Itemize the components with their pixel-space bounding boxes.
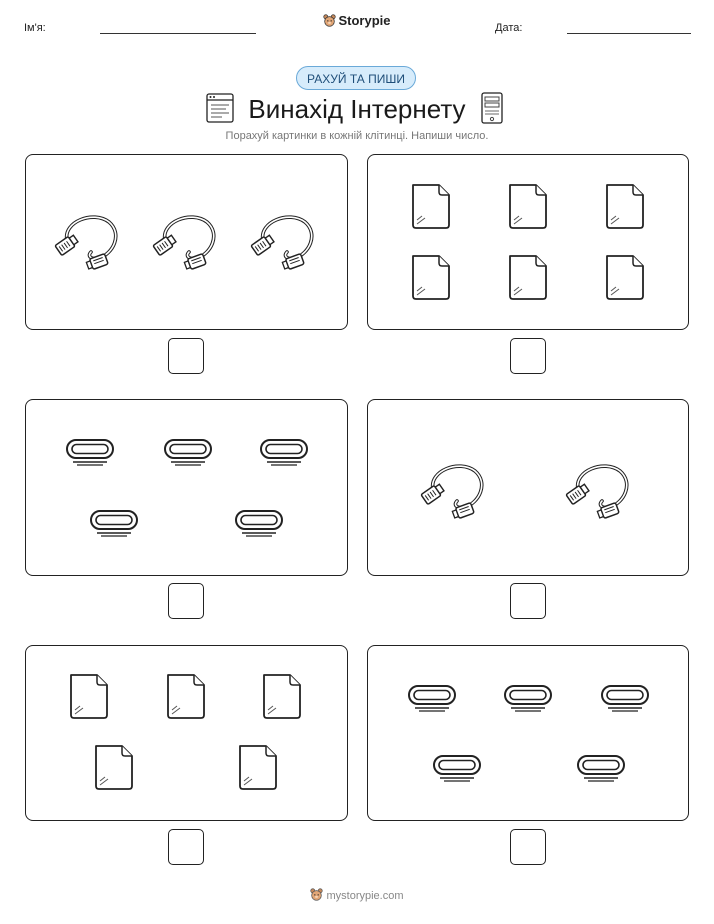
ethernet-cable-icon: [564, 457, 634, 527]
answer-box-5[interactable]: [168, 829, 204, 865]
bear-icon: [310, 888, 323, 901]
answer-box-1[interactable]: [168, 338, 204, 374]
date-label: Дата:: [495, 22, 523, 34]
date-field[interactable]: [567, 33, 691, 34]
answer-box-2[interactable]: [510, 338, 546, 374]
brand-name: Storypie: [338, 13, 391, 28]
ethernet-cable-icon: [419, 457, 489, 527]
count-panel-6: [367, 645, 689, 821]
usb-c-port-icon: [503, 683, 553, 713]
answer-box-4[interactable]: [510, 583, 546, 619]
usb-c-port-icon: [432, 753, 482, 783]
usb-c-port-icon: [600, 683, 650, 713]
document-icon: [505, 253, 549, 301]
footer: [0, 888, 714, 902]
ethernet-cable-icon: [151, 208, 221, 278]
document-icon: [91, 743, 135, 791]
count-panel-2: [367, 154, 689, 330]
usb-c-port-icon: [65, 437, 115, 467]
server-tower-icon: [480, 92, 504, 124]
count-panel-3: [25, 399, 348, 576]
page-title: Винахід Інтернету: [248, 94, 466, 124]
document-icon: [602, 182, 646, 230]
answer-box-6[interactable]: [510, 829, 546, 865]
usb-c-port-icon: [259, 437, 309, 467]
document-icon: [235, 743, 279, 791]
document-icon: [163, 672, 207, 720]
usb-c-port-icon: [234, 508, 284, 538]
name-field[interactable]: [100, 33, 256, 34]
ethernet-cable-icon: [249, 208, 319, 278]
document-icon: [505, 182, 549, 230]
answer-box-3[interactable]: [168, 583, 204, 619]
usb-c-port-icon: [163, 437, 213, 467]
count-panel-5: [25, 645, 348, 821]
document-icon: [408, 182, 452, 230]
count-panel-4: [367, 399, 689, 576]
footer-url[interactable]: mystorypie.com: [326, 890, 404, 902]
bear-icon: [323, 14, 336, 27]
usb-c-port-icon: [89, 508, 139, 538]
usb-c-port-icon: [407, 683, 457, 713]
document-icon: [602, 253, 646, 301]
name-label: Ім'я:: [24, 22, 46, 34]
document-icon: [66, 672, 110, 720]
activity-badge: РАХУЙ ТА ПИШИ: [296, 66, 416, 90]
ethernet-cable-icon: [53, 208, 123, 278]
brand-logo: [0, 13, 714, 28]
document-icon: [408, 253, 452, 301]
instructions: Порахуй картинки в кожній клітинці. Напиши число.: [225, 130, 489, 142]
document-icon: [259, 672, 303, 720]
count-panel-1: [25, 154, 348, 330]
usb-c-port-icon: [576, 753, 626, 783]
